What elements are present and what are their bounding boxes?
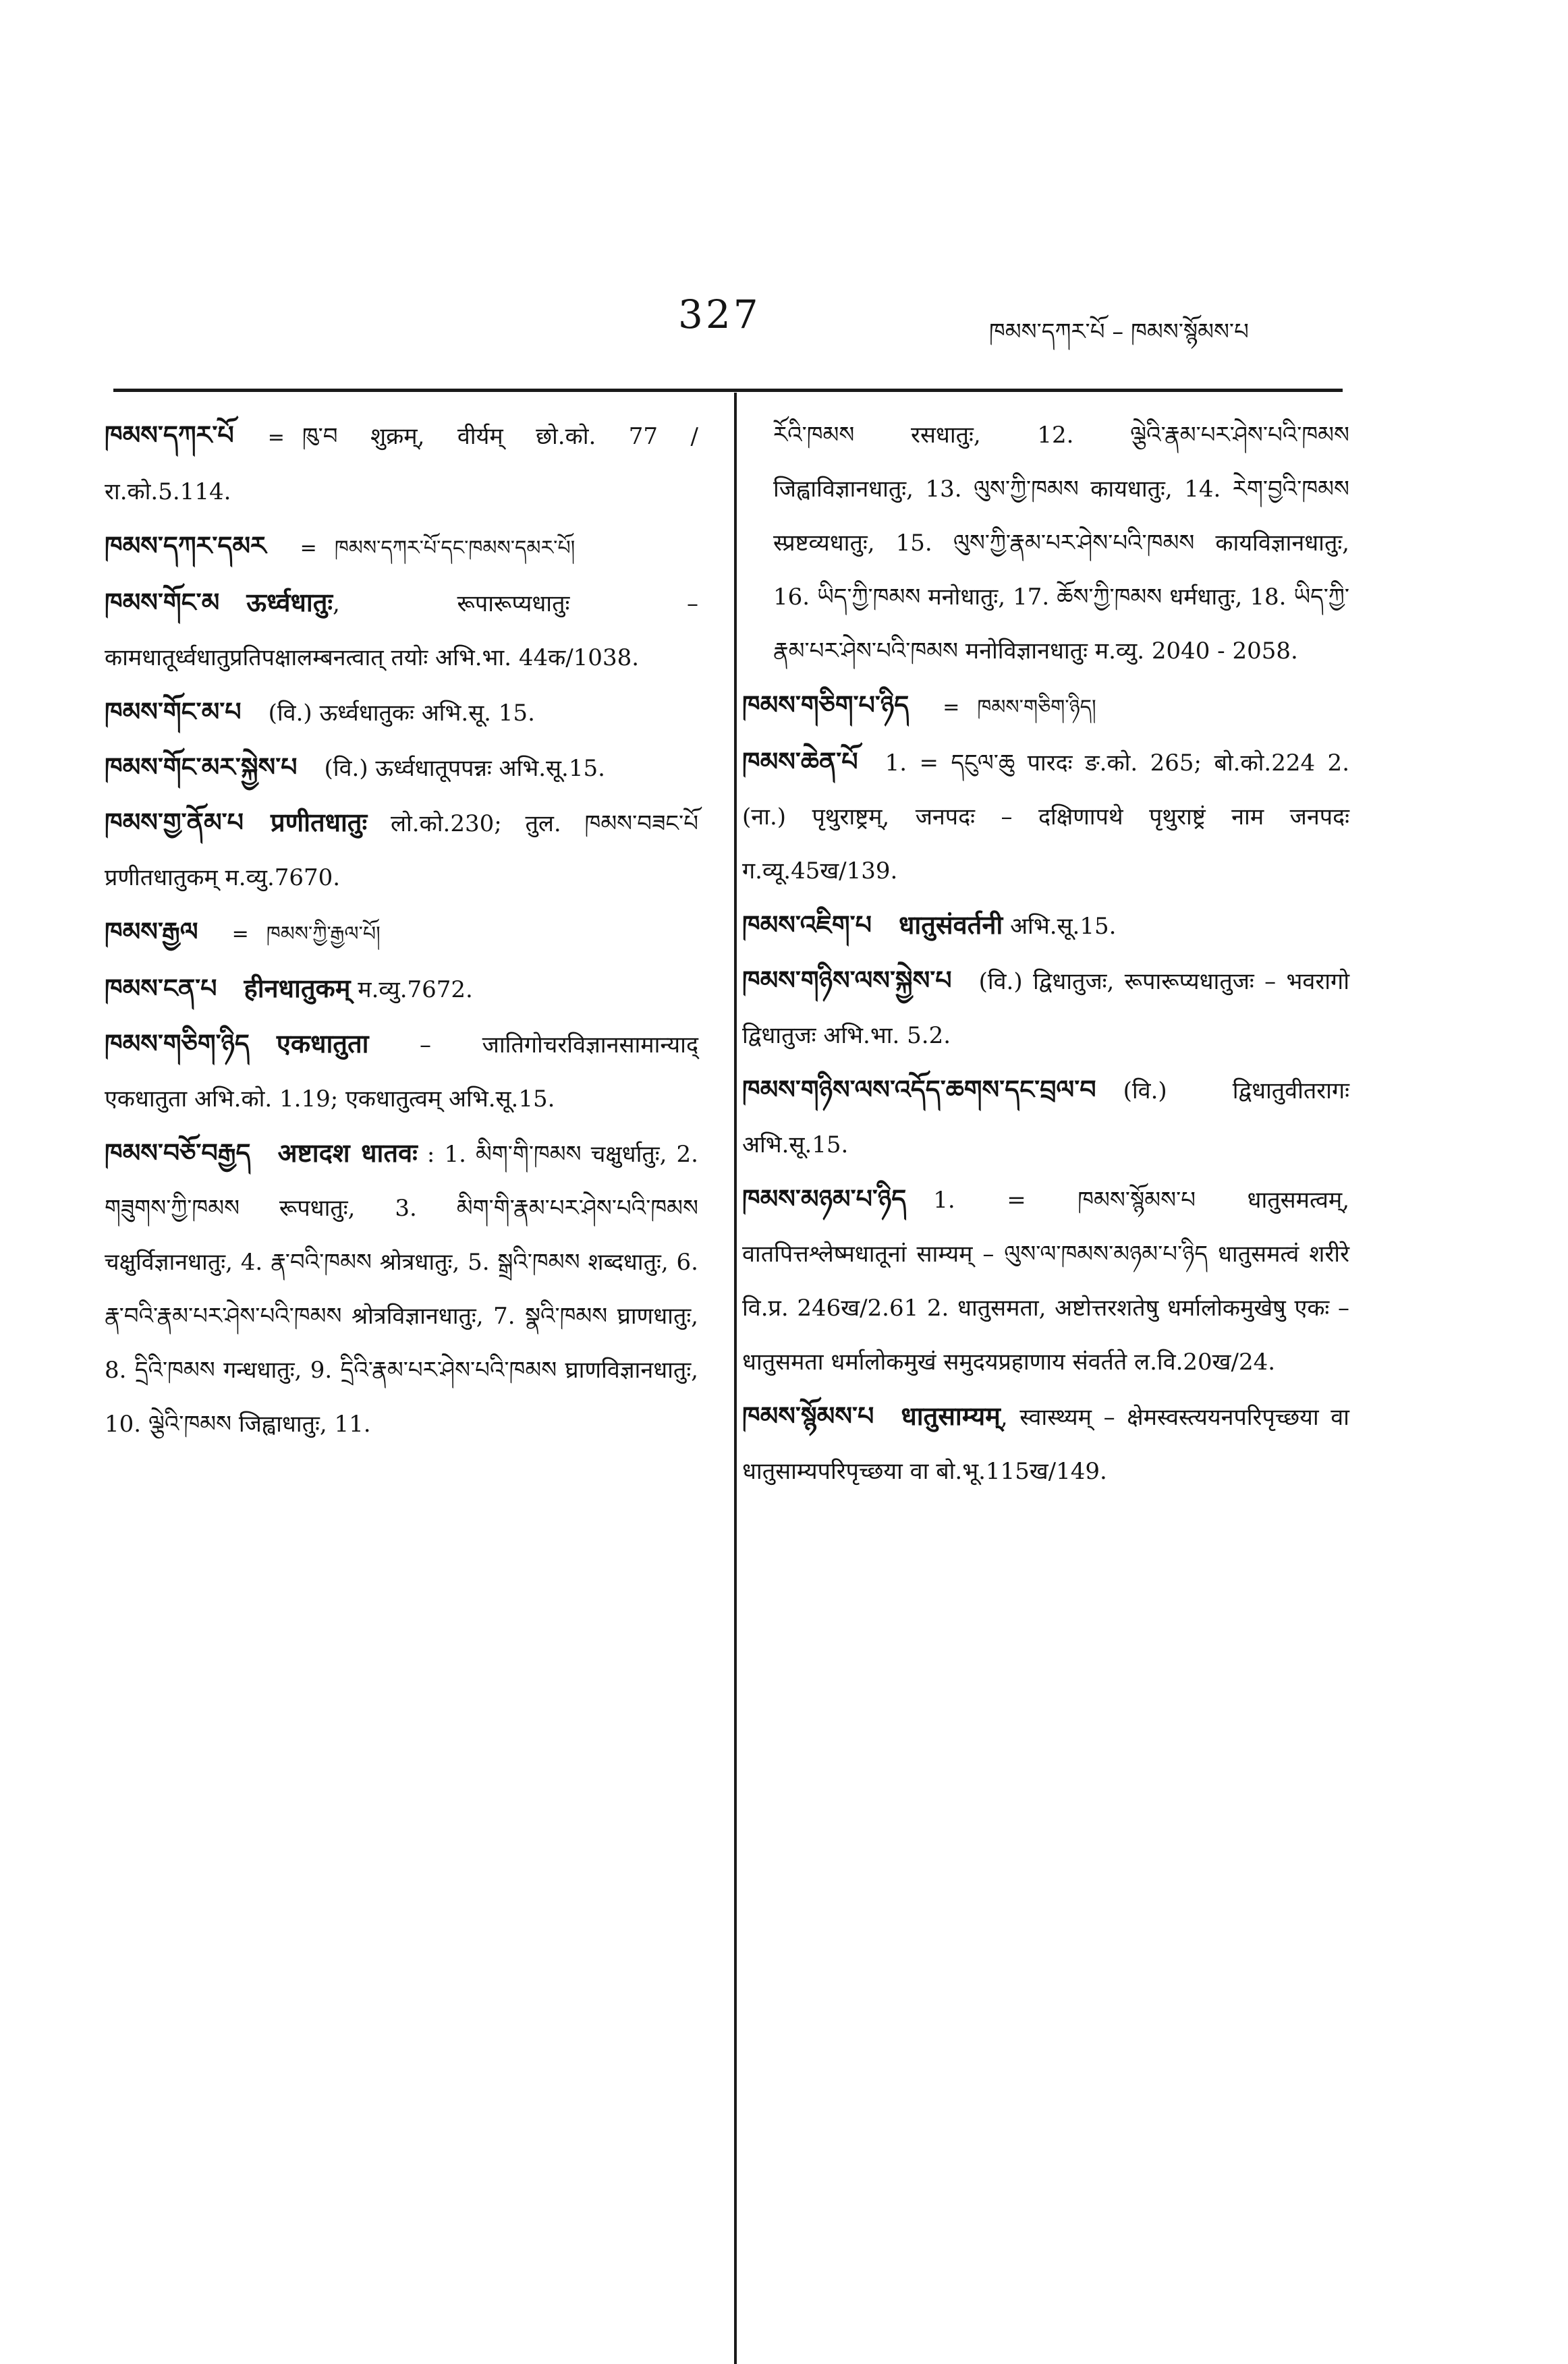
- entry-text: , रूपारूप्यधातुः – कामधातूर्ध्वधातुप्रतिपक्षालम्बनत्वात् तयोः अभि.भा. 44क/1038.: [105, 590, 698, 671]
- page-number: 327: [678, 291, 761, 337]
- dictionary-entry: [742, 1389, 1349, 1498]
- entry-translation: धातुसंवर्तनी: [898, 909, 1003, 940]
- column-divider: [734, 393, 737, 2364]
- entry-headword: ཁམས་བཅོ་བརྒྱད: [105, 1138, 251, 1168]
- entry-equals: =: [231, 922, 249, 946]
- entry-text: 1. = ཁམས་སྙོམས་པ धातुसमत्वम्, वातपित्तश्लेष्मधातूनां साम्यम् – ལུས་ལ་ཁམས་མཉམ་པ་ཉིད धातुसमत्वं शरीरे वि.प्र. 246ख/2.61 2. धातुसमता, अष्टोत्तरशतेषु धर्मालोकमुखेषु एकः – धातुसमता धर्मालोकमुखं समुदयप्रहाणाय संवर्तते ल.वि.20ख/24.: [742, 1187, 1349, 1376]
- entry-translation: एकधातुता: [276, 1028, 369, 1059]
- dictionary-entry: [105, 1017, 698, 1126]
- dictionary-entry: [105, 685, 698, 740]
- entry-headword: ཁམས་དཀར་པོ: [105, 420, 234, 450]
- entry-equals: =: [300, 536, 317, 560]
- entry-headword: ཁམས་གྱ་ནོམ་པ: [105, 808, 244, 837]
- dictionary-entry: [105, 961, 698, 1017]
- entry-headword: ཁམས་ཆེན་པོ: [742, 747, 858, 777]
- entry-headword: ཁམས་མཉམ་པ་ཉིད: [742, 1184, 907, 1214]
- dictionary-entry: [742, 953, 1349, 1063]
- entry-text: (वि.) ऊर्ध्वधातुकः अभि.सू. 15.: [268, 700, 535, 727]
- entry-translation: ऊर्ध्वधातुः: [246, 587, 333, 617]
- entry-text: – जातिगोचरविज्ञानसामान्याद् एकधातुता अभि.को. 1.19; एकधातुत्वम् अभि.सू.15.: [105, 1032, 698, 1113]
- entry-headword: ཁམས་གོང་མ་པ: [105, 697, 242, 727]
- entry-equals: =: [943, 696, 960, 719]
- dictionary-entry: [742, 1063, 1349, 1172]
- entry-text: म.व्यु.7672.: [358, 976, 473, 1003]
- entry-headword: ཁམས་ངན་པ: [105, 974, 217, 1003]
- entry-text: ཁམས་གཅིག་ཉིད།: [977, 696, 1096, 719]
- entry-text: (वि.) ऊर्ध्वधातूपपन्नः अभि.सू.15.: [324, 755, 605, 782]
- entry-text: (वि.) द्विधातुवीतरागः अभि.सू.15.: [742, 1077, 1349, 1158]
- dictionary-entry: [105, 519, 698, 575]
- entry-headword: ཁམས་གོང་མར་སྐྱེས་པ: [105, 752, 298, 782]
- top-rule: [113, 389, 1343, 392]
- entry-translation: प्रणीतधातुः: [271, 807, 368, 837]
- running-head: ཁམས་དཀར་པོ – ཁམས་སྙོམས་པ: [989, 318, 1249, 345]
- dictionary-entry: [105, 740, 698, 795]
- entry-equals: =: [267, 426, 285, 449]
- dictionary-entry-continued: [742, 408, 1349, 678]
- left-column: [105, 408, 698, 1451]
- dictionary-entry: [105, 795, 698, 905]
- dictionary-entry: [105, 408, 698, 519]
- entry-text: ཁུ་བ शुक्रम्, वीर्यम् छो.को. 77 / रा.को.5.114.: [105, 423, 698, 505]
- entry-headword: ཁམས་གོང་མ: [105, 588, 220, 617]
- entry-text: लो.को.230; तुल. ཁམས་བཟང་པོ प्रणीतधातुकम् म.व्यु.7670.: [105, 810, 698, 891]
- entry-text: ཁམས་དཀར་པོ་དང་ཁམས་དམར་པོ།: [334, 536, 576, 560]
- entry-headword: ཁམས་སྙོམས་པ: [742, 1401, 874, 1431]
- entry-translation: धातुसाम्यम्: [901, 1401, 1001, 1431]
- right-column: [742, 408, 1349, 1498]
- entry-text: ཁམས་ཀྱི་རྒྱལ་པོ།: [266, 922, 381, 946]
- dictionary-entry: [105, 575, 698, 685]
- entry-translation: हीनधातुकम्: [244, 973, 351, 1003]
- entry-text: རོའི་ཁམས रसधातुः, 12. ལྕེའི་རྣམ་པར་ཤེས་པའི་ཁམས जिह्वाविज्ञानधातुः, 13. ལུས་ཀྱི་ཁམས कायधातुः, 14. རེག་བྱའི་ཁམས स्प्रष्टव्यधातुः, 15. ལུས་ཀྱི་རྣམ་པར་ཤེས་པའི་ཁམས कायविज्ञानधातुः, 16. ཡིད་ཀྱི་ཁམས मनोधातुः, 17. ཆོས་ཀྱི་ཁམས धर्मधातुः, 18. ཡིད་ཀྱི་རྣམ་པར་ཤེས་པའི་ཁམས मनोविज्ञानधातुः म.व्यु. 2040 - 2058.: [773, 422, 1349, 665]
- entry-headword: ཁམས་གཅིག་པ་ཉིད: [742, 690, 909, 720]
- entry-translation: अष्टादश धातवः: [277, 1137, 418, 1168]
- dictionary-entry: [742, 898, 1349, 953]
- entry-text: : 1. མིག་གི་ཁམས चक्षुर्धातुः, 2. གཟུགས་ཀྱི་ཁམས रूपधातुः, 3. མིག་གི་རྣམ་པར་ཤེས་པའི་ཁམས चक्षुर्विज्ञानधातुः, 4. རྣ་བའི་ཁམས श्रोत्रधातुः, 5. སྒྲའི་ཁམས शब्दधातुः, 6. རྣ་བའི་རྣམ་པར་ཤེས་པའི་ཁམས श्रोत्रविज्ञानधातुः, 7. སྣའི་ཁམས घ्राणधातुः, 8. དྲིའི་ཁམས गन्धधातुः, 9. དྲིའི་རྣམ་པར་ཤེས་པའི་ཁམས घ्राणविज्ञानधातुः, 10. ལྕེའི་ཁམས जिह्वाधातुः, 11.: [105, 1141, 698, 1438]
- entry-headword: ཁམས་རྒྱལ: [105, 917, 198, 947]
- entry-text: अभि.सू.15.: [1010, 913, 1117, 940]
- entry-text: (वि.) द्विधातुजः, रूपारूप्यधातुजः – भवरागो द्विधातुजः अभि.भा. 5.2.: [742, 968, 1349, 1049]
- entry-text: 1. = དངུལ་ཆུ पारदः ङ.को. 265; बो.को.224 2. (ना.) पृथुराष्ट्रम्, जनपदः – दक्षिणापथे पृथुराष्ट्रं नाम जनपदः ग.व्यू.45ख/139.: [742, 750, 1349, 884]
- dictionary-entry: [105, 905, 698, 961]
- entry-headword: ཁམས་འཇིག་པ: [742, 910, 872, 940]
- dictionary-entry: [105, 1126, 698, 1451]
- dictionary-entry: [742, 735, 1349, 898]
- dictionary-entry: [742, 678, 1349, 735]
- entry-headword: ཁམས་གཉིས་ལས་སྐྱེས་པ: [742, 965, 952, 995]
- entry-headword: ཁམས་དཀར་དམར: [105, 531, 267, 561]
- dictionary-entry: [742, 1172, 1349, 1389]
- entry-headword: ཁམས་གཉིས་ལས་འདོད་ཆགས་དང་བྲལ་བ: [742, 1075, 1096, 1104]
- entry-text: , स्वास्थ्यम् – क्षेमस्वस्त्ययनपरिपृच्छया वा धातुसाम्यपरिपृच्छया वा बो.भू.115ख/149.: [742, 1404, 1349, 1485]
- entry-headword: ཁམས་གཅིག་ཉིད: [105, 1029, 250, 1059]
